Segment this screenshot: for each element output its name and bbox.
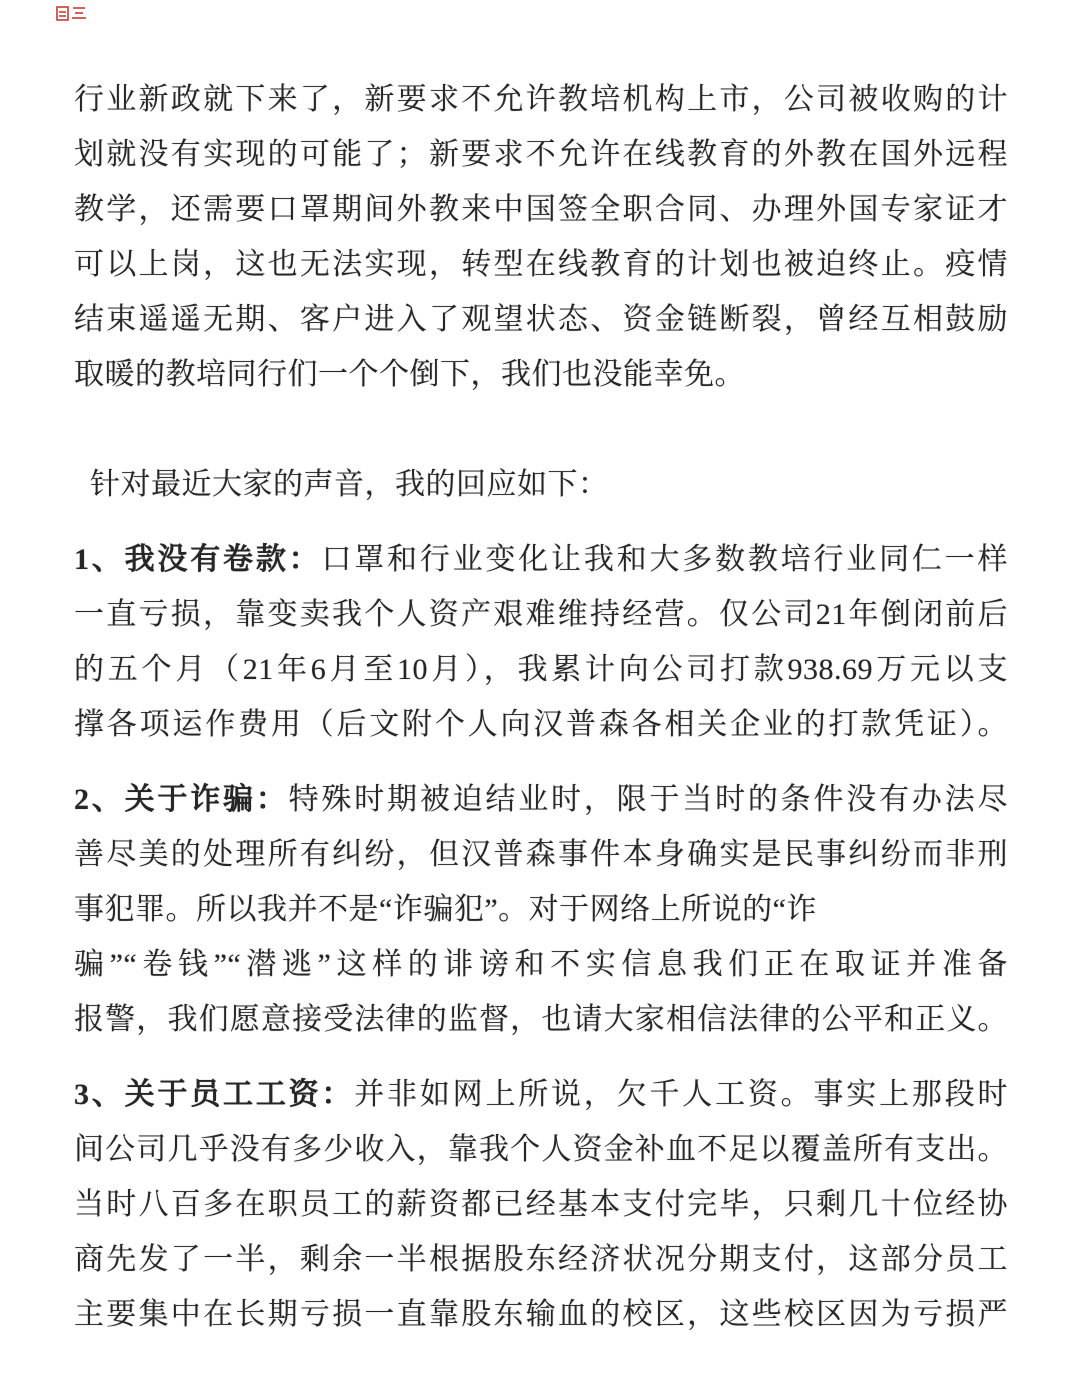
text-line	[74, 1177, 1008, 1232]
text-line	[74, 937, 1008, 992]
text-line	[74, 1067, 1008, 1122]
red-stamp-fragment-icon	[56, 5, 88, 22]
text-line	[74, 642, 1008, 697]
text-run: 结束遥遥无期、客户进入了观望状态、资金链断裂，曾经互相鼓励	[74, 303, 1008, 336]
text-run: 并非如网上所说，欠千人工资。事实上那段时	[354, 1078, 1009, 1111]
emphasis-text-run: 3、关于员工工资：	[74, 1078, 355, 1111]
paragraph-point-2-about-fraud	[74, 772, 1008, 1047]
text-run: 特殊时期被迫结业时，限于当时的条件没有办法尽	[288, 783, 1008, 816]
text-line	[74, 1287, 1008, 1342]
text-run: 撑各项运作费用（后文附个人向汉普森各相关企业的打款凭证）。	[74, 708, 1008, 741]
text-run: 骗”“卷钱”“潜逃”这样的诽谤和不实信息我们正在取证并准备	[74, 948, 1008, 981]
text-run: 可以上岗，这也无法实现，转型在线教育的计划也被迫终止。疫情	[74, 248, 1008, 281]
paragraph-point-3-employee-wages	[74, 1067, 1008, 1342]
text-line	[74, 532, 1008, 587]
emphasis-text-run: 2、关于诈骗：	[74, 783, 289, 816]
paragraph-industry-policy	[74, 72, 1008, 402]
text-line	[74, 772, 1008, 827]
text-run: 一直亏损，靠变卖我个人资产艰难维持经营。仅公司21年倒闭前后	[74, 598, 1008, 631]
text-line	[74, 1232, 1008, 1287]
text-line	[74, 292, 1008, 347]
text-run: 当时八百多在职员工的薪资都已经基本支付完毕，只剩几十位经协	[74, 1188, 1008, 1221]
text-run: 针对最近大家的声音，我的回应如下：	[90, 468, 609, 501]
text-run: 行业新政就下来了，新要求不允许教培机构上市，公司被收购的计	[74, 83, 1008, 116]
text-line	[74, 347, 1008, 402]
text-run: 口罩和行业变化让我和大多数教培行业同仁一样	[321, 543, 1009, 576]
text-line	[74, 237, 1008, 292]
text-line	[74, 72, 1008, 127]
text-line	[74, 1122, 1008, 1177]
text-line	[74, 882, 1008, 937]
text-run: 划就没有实现的可能了；新要求不允许在线教育的外教在国外远程	[74, 138, 1008, 171]
text-run: 间公司几乎没有多少收入，靠我个人资金补血不足以覆盖所有支出。	[74, 1133, 1008, 1166]
text-run: 事犯罪。所以我并不是“诈骗犯”。对于网络上所说的“诈	[74, 893, 817, 926]
text-line	[74, 127, 1008, 182]
text-run: 取暖的教培同行们一个个倒下，我们也没能幸免。	[74, 358, 745, 391]
text-run: 的五个月（21年6月至10月），我累计向公司打款938.69万元以支	[74, 653, 1008, 686]
text-line	[74, 827, 1008, 882]
text-run: 善尽美的处理所有纠纷，但汉普森事件本身确实是民事纠纷而非刑	[74, 838, 1008, 871]
text-line	[74, 587, 1008, 642]
text-run: 教学，还需要口罩期间外教来中国签全职合同、办理外国专家证才	[74, 193, 1008, 226]
text-line	[90, 457, 1008, 512]
paragraph-point-1-no-absconding-with-money	[74, 532, 1008, 752]
document-body	[74, 72, 1008, 1342]
text-line	[74, 992, 1008, 1047]
text-run: 商先发了一半，剩余一半根据股东经济状况分期支付，这部分员工	[74, 1243, 1008, 1276]
text-run: 报警，我们愿意接受法律的监督，也请大家相信法律的公平和正义。	[74, 1003, 1008, 1036]
paragraph-response-intro	[74, 457, 1008, 512]
text-line	[74, 182, 1008, 237]
text-run: 主要集中在长期亏损一直靠股东输血的校区，这些校区因为亏损严	[74, 1298, 1008, 1331]
emphasis-text-run: 1、我没有卷款：	[74, 543, 322, 576]
text-line	[74, 697, 1008, 752]
